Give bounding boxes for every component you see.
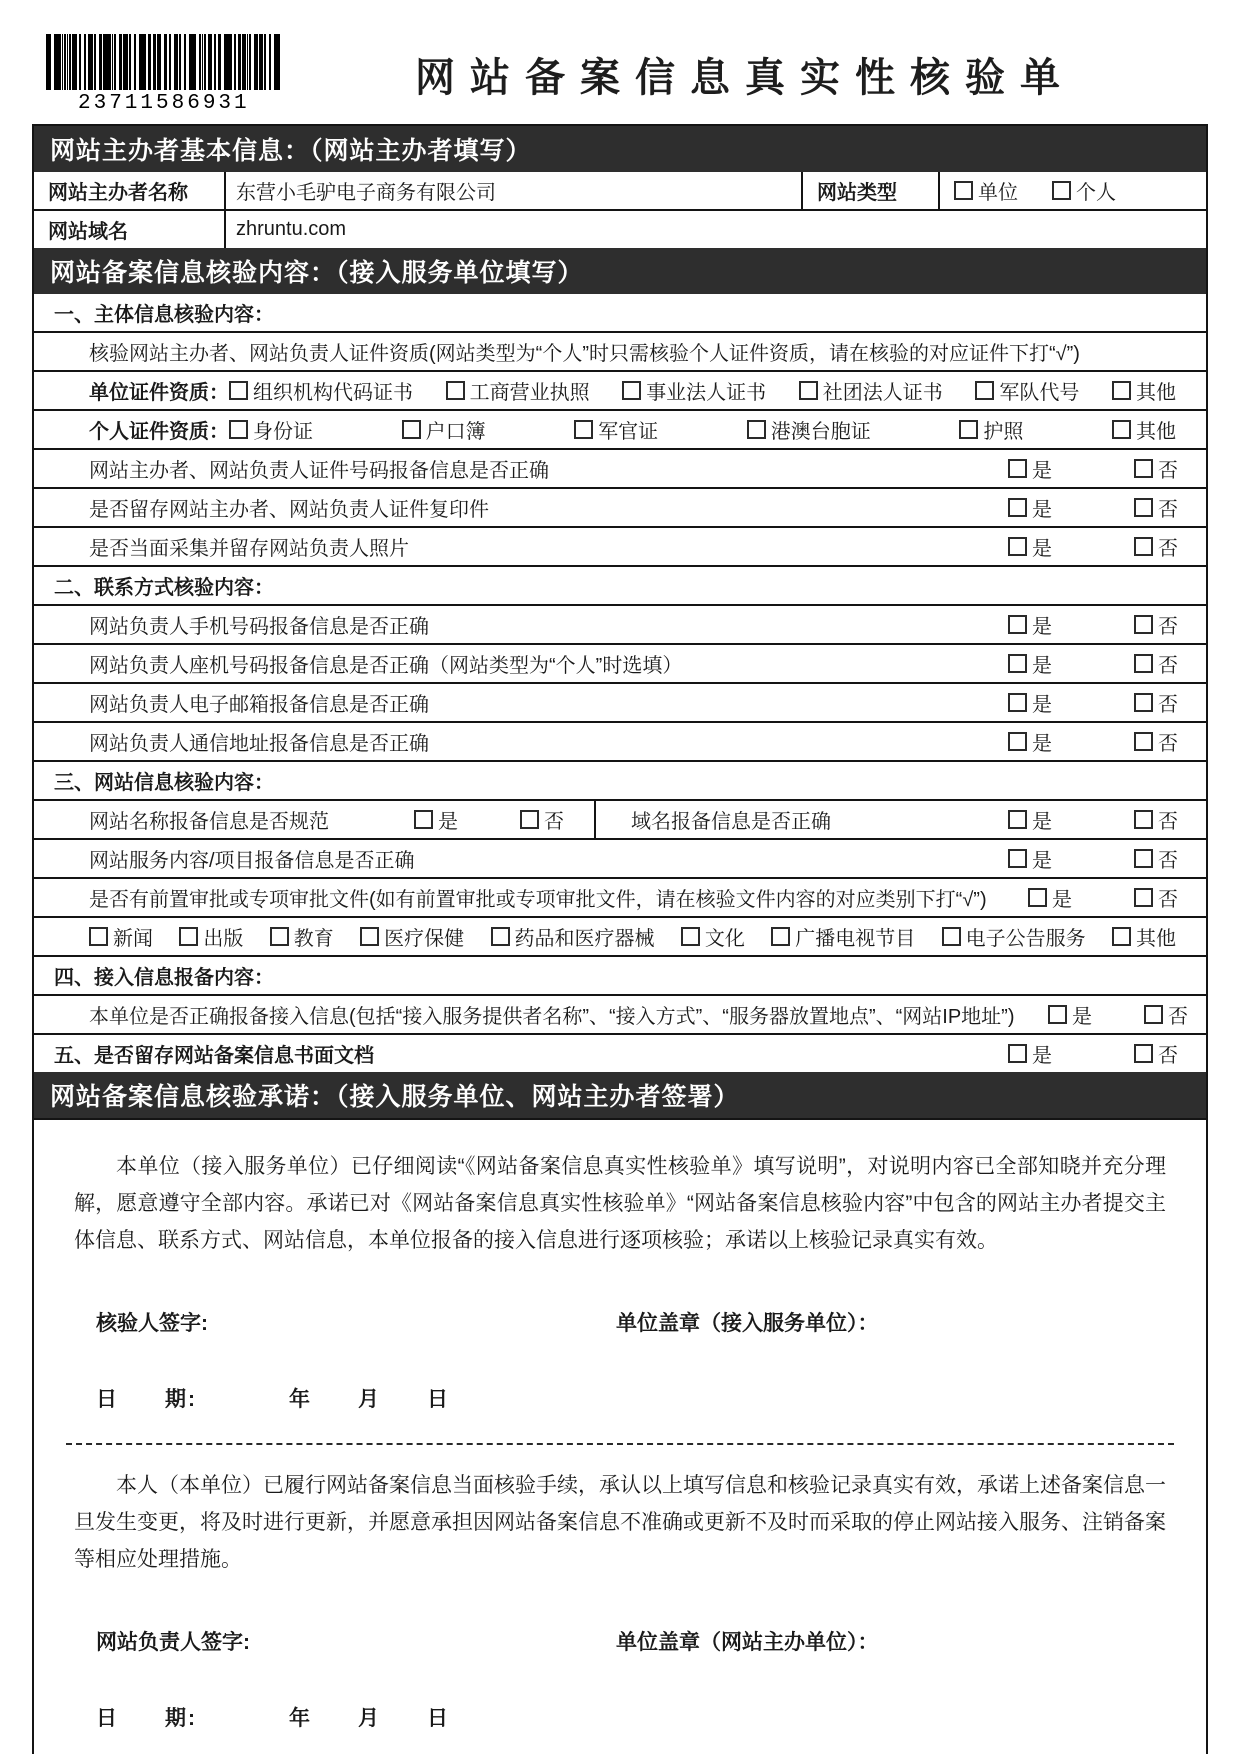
yes-label: 是 [1052,889,1072,911]
no-option[interactable] [1144,1000,1188,1029]
yes-option[interactable] [1008,532,1052,561]
approval-question-row [34,877,1206,916]
question-label: 是否当面采集并留存网站负责人照片 [89,538,409,560]
yes-label: 是 [1032,811,1052,833]
checkbox-icon[interactable] [179,927,198,946]
organizer-name-row [34,172,1206,209]
barcode-block [32,34,282,115]
option-label: 护照 [983,421,1024,443]
yes-option[interactable] [1008,610,1052,639]
barcode-image [46,34,280,90]
option-label: 电子公告服务 [965,928,1086,950]
checkbox-icon[interactable] [1134,459,1153,478]
part2-title-row [34,565,1206,604]
no-option[interactable] [1134,1039,1178,1068]
checkbox-option[interactable] [179,922,243,951]
checkbox-icon[interactable] [1144,1005,1163,1024]
question-label: 网站服务内容/项目报备信息是否正确 [89,850,415,872]
part1-title-row [34,294,1206,331]
checkbox-option[interactable] [747,415,871,444]
option-label: 广播电视节目 [795,928,916,950]
checkbox-icon[interactable] [1008,615,1027,634]
part1-note-row [34,331,1206,370]
document-header [0,0,1240,124]
question-row [34,526,1206,565]
verification-form [32,124,1208,1754]
yes-option[interactable] [1028,883,1072,912]
checkbox-icon[interactable] [771,927,790,946]
access-unit-seal-label: 单位盖章（接入服务单位）： [616,1312,879,1335]
checkbox-icon[interactable] [1008,732,1027,751]
checkbox-icon[interactable] [1134,654,1153,673]
cut-divider [66,1443,1174,1445]
yes-label: 是 [438,811,458,833]
section-basic-info-header: 网站主办者基本信息：（网站主办者填写） [34,126,1206,172]
date-line: 日 期: 年 月 日 [96,1388,450,1411]
option-label: 身份证 [253,421,313,443]
checkbox-icon[interactable] [1028,888,1047,907]
checkbox-icon[interactable] [1008,693,1027,712]
no-option[interactable] [1134,727,1178,756]
no-label: 否 [1158,655,1178,677]
option-label: 军队代号 [999,382,1080,404]
yes-label: 是 [1032,460,1052,482]
section-verification-header: 网站备案信息核验内容：（接入服务单位填写） [34,248,1206,294]
yes-label: 是 [1032,655,1052,677]
checkbox-icon[interactable] [270,927,289,946]
checkbox-icon[interactable] [360,927,379,946]
no-option[interactable] [1134,454,1178,483]
domain-row [34,209,1206,248]
checkbox-option[interactable] [1112,922,1176,951]
no-option[interactable] [1134,883,1178,912]
yes-option[interactable] [1008,727,1052,756]
checkbox-icon[interactable] [446,381,465,400]
no-option[interactable] [520,805,564,834]
checkbox-icon[interactable] [747,420,766,439]
no-label: 否 [1158,499,1178,521]
option-label: 社团法人证书 [822,382,943,404]
no-option[interactable] [1134,805,1178,834]
no-label: 否 [544,811,564,833]
responsible-sign-label: 网站负责人签字: [96,1631,250,1654]
no-label: 否 [1158,460,1178,482]
checkbox-icon[interactable] [622,381,641,400]
no-label: 否 [1158,733,1178,755]
approval-categories [34,922,1206,951]
checkbox-icon[interactable] [1134,732,1153,751]
checkbox-icon[interactable] [491,927,510,946]
section-commitment-header: 网站备案信息核验承诺：（接入服务单位、网站主办者签署） [34,1072,1206,1118]
checkbox-icon[interactable] [1112,927,1131,946]
unit-cert-row [34,370,1206,409]
question-label: 网站负责人通信地址报备信息是否正确 [89,733,429,755]
personal-cert-label: 个人证件资质： [89,421,229,443]
option-label: 其他 [1136,928,1176,950]
checkbox-icon[interactable] [799,381,818,400]
question-row [34,604,1206,643]
organizer-name-label: 网站主办者名称 [48,182,188,204]
checkbox-option[interactable] [229,376,413,405]
part4-title-row [34,955,1206,994]
option-label: 其他 [1135,421,1176,443]
no-option[interactable] [1134,844,1178,873]
option-label: 教育 [293,928,334,950]
date-line: 日 期: 年 月 日 [96,1707,450,1730]
commitment-paragraph-2: 本人（本单位）已履行网站备案信息当面核验手续，承认以上填写信息和核验记录真实有效，承诺上述备案信息一旦发生变更，将及时进行更新，并愿意承担因网站备案信息不准确或更新不及时而采取的停止网站接入服务、注销备案等相应处理措施。 [74,1474,1166,1571]
yes-option[interactable] [1008,688,1052,717]
yes-option[interactable] [1008,844,1052,873]
checkbox-option[interactable] [491,922,655,951]
checkbox-icon[interactable] [1134,498,1153,517]
question-row [34,487,1206,526]
site-type-options [938,172,1206,209]
option-label: 出版 [203,928,244,950]
checkbox-icon[interactable] [1008,498,1027,517]
no-option[interactable] [1134,649,1178,678]
yes-label: 是 [1032,694,1052,716]
question-label: 网站名称报备信息是否规范 [89,811,329,833]
checkbox-option[interactable] [1112,415,1176,444]
domain-label: 网站域名 [48,221,128,243]
yes-option[interactable] [1008,454,1052,483]
checkbox-icon[interactable] [89,927,108,946]
checkbox-icon[interactable] [402,420,421,439]
part5-question-row [34,1033,1206,1072]
commitment-paragraph-1: 本单位（接入服务单位）已仔细阅读“《网站备案信息真实性核验单》填写说明”，对说明内容已全部知晓并充分理解，愿意遵守全部内容。承诺已对《网站备案信息真实性核验单》“网站备案信息核验内容”中包含的网站主办者提交主体信息、联系方式、网站信息，本单位报备的接入信息进行逐项核验；承诺以上核验记录真实有效。 [74,1155,1166,1252]
question-row [34,721,1206,760]
yes-label: 是 [1032,850,1052,872]
organizer-name-value: 东营小毛驴电子商务有限公司 [224,172,801,209]
checkbox-option[interactable] [574,415,658,444]
checkbox-option[interactable] [681,922,745,951]
no-option[interactable] [1134,688,1178,717]
commitment-body [34,1118,1206,1754]
checkbox-icon[interactable] [954,181,973,200]
domain-value: zhruntu.com [224,211,1206,248]
site-type-unit-option[interactable] [954,176,1018,205]
part3-title-row [34,760,1206,799]
checkbox-option[interactable] [89,922,153,951]
unit-cert-label: 单位证件资质： [89,382,229,404]
checkbox-icon[interactable] [1112,420,1131,439]
yes-label: 是 [1032,499,1052,521]
checkbox-option[interactable] [975,376,1079,405]
checkbox-icon[interactable] [1112,381,1131,400]
question-row [34,643,1206,682]
yes-option[interactable] [1008,493,1052,522]
no-label: 否 [1158,889,1178,911]
option-label: 文化 [704,928,745,950]
checkbox-icon[interactable] [229,420,248,439]
yes-label: 是 [1032,1045,1052,1067]
checkbox-option[interactable] [959,415,1023,444]
checkbox-icon[interactable] [520,810,539,829]
yes-option[interactable] [1008,649,1052,678]
responsible-signature-row [64,1626,1176,1656]
checkbox-option[interactable] [622,376,766,405]
site-type-unit-label: 单位 [978,182,1018,204]
option-label: 其他 [1135,382,1176,404]
part1-title: 一、主体信息核验内容： [54,304,274,326]
access-question-row [34,994,1206,1033]
no-label: 否 [1158,694,1178,716]
checkbox-icon[interactable] [942,927,961,946]
yes-label: 是 [1032,616,1052,638]
yes-option[interactable] [414,805,458,834]
checkbox-icon[interactable] [1052,181,1071,200]
checkbox-option[interactable] [942,922,1086,951]
question-label: 本单位是否正确报备接入信息(包括“接入服务提供者名称”、“接入方式”、“服务器放置地点”、“网站IP地址”) [89,1006,1015,1028]
part1-note: 核验网站主办者、网站负责人证件资质(网站类型为“个人”时只需核验个人证件资质，请在核验的对应证件下打“√”) [89,343,1080,365]
checkbox-icon[interactable] [1008,849,1027,868]
site-type-label: 网站类型 [801,172,938,209]
option-label: 组织机构代码证书 [253,382,413,404]
approval-categories-row [34,916,1206,955]
checkbox-icon[interactable] [975,381,994,400]
site-type-personal-option[interactable] [1052,176,1116,205]
checkbox-icon[interactable] [1134,615,1153,634]
no-option[interactable] [1134,532,1178,561]
personal-cert-options [229,415,1206,444]
checkbox-icon[interactable] [229,381,248,400]
checkbox-icon[interactable] [1134,849,1153,868]
question-label: 是否有前置审批或专项审批文件(如有前置审批或专项审批文件，请在核验文件内容的对应类别下打“√”) [89,889,987,911]
yes-option[interactable] [1008,805,1052,834]
yes-option[interactable] [1048,1000,1092,1029]
yes-label: 是 [1072,1006,1092,1028]
checkbox-option[interactable] [402,415,486,444]
question-row [34,682,1206,721]
option-label: 事业法人证书 [646,382,767,404]
part3-title: 三、网站信息核验内容： [54,772,274,794]
site-type-personal-label: 个人 [1076,182,1116,204]
part4-title: 四、接入信息报备内容： [54,967,274,989]
option-label: 医疗保健 [384,928,465,950]
checkbox-icon[interactable] [1134,693,1153,712]
no-label: 否 [1158,850,1178,872]
yes-label: 是 [1032,733,1052,755]
option-label: 药品和医疗器械 [514,928,655,950]
option-label: 新闻 [113,928,153,950]
checkbox-icon[interactable] [1008,810,1027,829]
verifier-signature-row [64,1307,1176,1337]
no-option[interactable] [1134,610,1178,639]
option-label: 工商营业执照 [469,382,590,404]
checkbox-icon[interactable] [574,420,593,439]
checkbox-option[interactable] [360,922,464,951]
checkbox-icon[interactable] [1008,654,1027,673]
no-label: 否 [1158,616,1178,638]
checkbox-icon[interactable] [1048,1005,1067,1024]
question-row [34,448,1206,487]
checkbox-icon[interactable] [1134,810,1153,829]
barcode-number: 23711586931 [78,92,250,115]
organizer-unit-seal-label: 单位盖章（网站主办单位）： [616,1631,879,1654]
domain-correct-cell [596,805,1206,834]
checkbox-option[interactable] [229,415,313,444]
verifier-sign-label: 核验人签字: [96,1312,208,1335]
question-label: 网站主办者、网站负责人证件号码报备信息是否正确 [89,460,549,482]
no-label: 否 [1168,1006,1188,1028]
checkbox-option[interactable] [270,922,334,951]
no-option[interactable] [1134,493,1178,522]
checkbox-icon[interactable] [1134,888,1153,907]
personal-cert-row [34,409,1206,448]
checkbox-icon[interactable] [1134,1044,1153,1063]
question-label: 域名报备信息是否正确 [631,811,831,833]
question-label: 网站负责人电子邮箱报备信息是否正确 [89,694,429,716]
checkbox-icon[interactable] [1134,537,1153,556]
part2-title: 二、联系方式核验内容： [54,577,274,599]
checkbox-icon[interactable] [959,420,978,439]
checkbox-option[interactable] [446,376,590,405]
checkbox-icon[interactable] [1008,459,1027,478]
option-label: 户口簿 [425,421,486,443]
option-label: 军官证 [598,421,659,443]
question-label: 网站负责人手机号码报备信息是否正确 [89,616,429,638]
no-label: 否 [1158,811,1178,833]
checkbox-icon[interactable] [681,927,700,946]
checkbox-option[interactable] [771,922,915,951]
part5-title: 五、是否留存网站备案信息书面文档 [54,1045,374,1067]
option-label: 港澳台胞证 [770,421,871,443]
no-label: 否 [1158,1045,1178,1067]
question-label: 网站负责人座机号码报备信息是否正确（网站类型为“个人”时选填） [89,655,683,677]
site-name-domain-row [34,799,1206,838]
question-row [34,838,1206,877]
document-title: 网站备案信息真实性核验单 [415,56,1075,100]
question-label: 是否留存网站主办者、网站负责人证件复印件 [89,499,489,521]
yes-label: 是 [1032,538,1052,560]
checkbox-icon[interactable] [1008,537,1027,556]
checkbox-option[interactable] [1112,376,1176,405]
site-name-cell [34,801,596,838]
no-label: 否 [1158,538,1178,560]
checkbox-icon[interactable] [414,810,433,829]
unit-cert-options [229,376,1206,405]
checkbox-icon[interactable] [1008,1044,1027,1063]
yes-option[interactable] [1008,1039,1052,1068]
checkbox-option[interactable] [799,376,943,405]
